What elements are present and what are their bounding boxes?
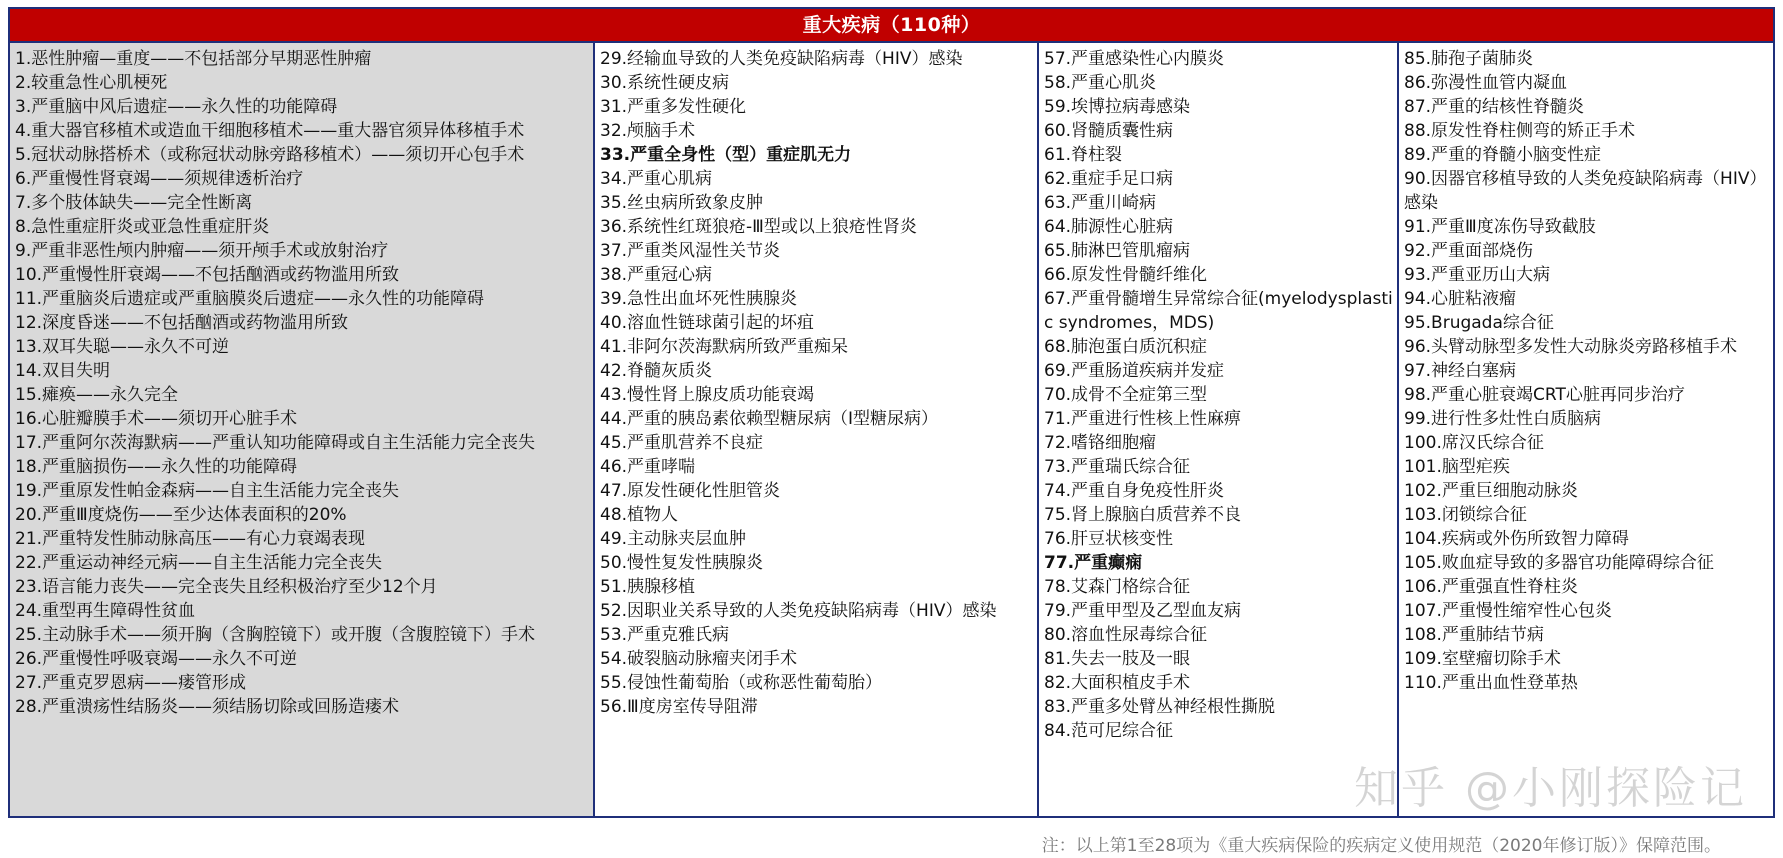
disease-item: 35.丝虫病所致象皮肿 bbox=[600, 193, 764, 213]
disease-item: 99.进行性多灶性白质脑病 bbox=[1404, 409, 1602, 429]
disease-item: 77.严重癫痫 bbox=[1044, 553, 1143, 573]
disease-item: 22.严重运动神经元病——自主生活能力完全丧失 bbox=[15, 553, 383, 573]
disease-item: 66.原发性骨髓纤维化 bbox=[1044, 265, 1208, 285]
disease-item: 34.严重心肌病 bbox=[600, 169, 713, 189]
disease-item: 31.严重多发性硬化 bbox=[600, 97, 747, 117]
disease-item: 3.严重脑中风后遗症——永久性的功能障碍 bbox=[15, 97, 338, 117]
disease-item: 11.严重脑炎后遗症或严重脑膜炎后遗症——永久性的功能障碍 bbox=[15, 289, 485, 309]
disease-item: 73.严重瑞氏综合征 bbox=[1044, 457, 1191, 477]
disease-item: 94.心脏粘液瘤 bbox=[1404, 289, 1517, 309]
disease-item: 109.室壁瘤切除手术 bbox=[1404, 649, 1561, 669]
disease-item: 51.胰腺移植 bbox=[600, 577, 696, 597]
disease-item: 83.严重多处臂丛神经根性撕脱 bbox=[1044, 697, 1276, 717]
disease-item: 21.严重特发性肺动脉高压——有心力衰竭表现 bbox=[15, 529, 366, 549]
disease-item: 1.恶性肿瘤—重度——不包括部分早期恶性肿瘤 bbox=[15, 49, 372, 69]
disease-item: 27.严重克罗恩病——瘘管形成 bbox=[15, 673, 247, 693]
disease-item: 39.急性出血坏死性胰腺炎 bbox=[600, 289, 798, 309]
disease-item: 23.语言能力丧失——完全丧失且经积极治疗至少12个月 bbox=[15, 577, 438, 597]
disease-item: 56.Ⅲ度房室传导阻滞 bbox=[600, 697, 758, 717]
disease-item: 67.严重骨髓增生异常综合征(myelodysplastic syndromes，MDS) bbox=[1044, 289, 1393, 333]
disease-item: 30.系统性硬皮病 bbox=[600, 73, 730, 93]
disease-item: 18.严重脑损伤——永久性的功能障碍 bbox=[15, 457, 298, 477]
disease-item: 2.较重急性心肌梗死 bbox=[15, 73, 168, 93]
disease-item: 70.成骨不全症第三型 bbox=[1044, 385, 1208, 405]
disease-item: 95.Brugada综合征 bbox=[1404, 313, 1554, 333]
disease-column-3 bbox=[1037, 43, 1397, 816]
disease-item: 19.严重原发性帕金森病——自主生活能力完全丧失 bbox=[15, 481, 400, 501]
disease-column-1 bbox=[10, 43, 593, 816]
disease-item: 80.溶血性尿毒综合征 bbox=[1044, 625, 1208, 645]
disease-item: 103.闭锁综合征 bbox=[1404, 505, 1527, 525]
disease-item: 63.严重川崎病 bbox=[1044, 193, 1157, 213]
table-body bbox=[10, 43, 1773, 816]
disease-item: 65.肺淋巴管肌瘤病 bbox=[1044, 241, 1191, 261]
disease-item: 87.严重的结核性脊髓炎 bbox=[1404, 97, 1585, 117]
disease-item: 20.严重Ⅲ度烧伤——至少达体表面积的20% bbox=[15, 505, 347, 525]
disease-item: 98.严重心脏衰竭CRT心脏再同步治疗 bbox=[1404, 385, 1685, 405]
disease-item: 5.冠状动脉搭桥术（或称冠状动脉旁路移植术）——须切开心包手术 bbox=[15, 145, 525, 165]
disease-item: 54.破裂脑动脉瘤夹闭手术 bbox=[600, 649, 798, 669]
disease-item: 42.脊髓灰质炎 bbox=[600, 361, 713, 381]
disease-item: 106.严重强直性脊柱炎 bbox=[1404, 577, 1578, 597]
disease-item: 26.严重慢性呼吸衰竭——永久不可逆 bbox=[15, 649, 298, 669]
disease-item: 104.疾病或外伤所致智力障碍 bbox=[1404, 529, 1629, 549]
disease-item: 4.重大器官移植术或造血干细胞移植术——重大器官须异体移植手术 bbox=[15, 121, 525, 141]
disease-item: 62.重症手足口病 bbox=[1044, 169, 1174, 189]
disease-item: 61.脊柱裂 bbox=[1044, 145, 1123, 165]
table-title: 重大疾病（110种） bbox=[10, 9, 1773, 43]
disease-item: 37.严重类风湿性关节炎 bbox=[600, 241, 781, 261]
disease-item: 41.非阿尔茨海默病所致严重痴呆 bbox=[600, 337, 849, 357]
disease-item: 48.植物人 bbox=[600, 505, 679, 525]
disease-item: 97.神经白塞病 bbox=[1404, 361, 1517, 381]
watermark: 知乎 @小刚探险记 bbox=[1354, 763, 1747, 814]
disease-item: 85.肺孢子菌肺炎 bbox=[1404, 49, 1534, 69]
disease-item: 60.肾髓质囊性病 bbox=[1044, 121, 1174, 141]
disease-item: 15.瘫痪——永久完全 bbox=[15, 385, 179, 405]
disease-item: 71.严重进行性核上性麻痹 bbox=[1044, 409, 1242, 429]
footnote: 注：以上第1至28项为《重大疾病保险的疾病定义使用规范（2020年修订版）》保障范围。 bbox=[1041, 836, 1721, 856]
disease-item: 102.严重巨细胞动脉炎 bbox=[1404, 481, 1578, 501]
disease-item: 100.席汉氏综合征 bbox=[1404, 433, 1544, 453]
disease-item: 57.严重感染性心内膜炎 bbox=[1044, 49, 1225, 69]
disease-item: 90.因器官移植导致的人类免疫缺陷病毒（HIV）感染 bbox=[1404, 169, 1767, 213]
disease-item: 24.重型再生障碍性贫血 bbox=[15, 601, 196, 621]
disease-item: 43.慢性肾上腺皮质功能衰竭 bbox=[600, 385, 815, 405]
disease-item: 16.心脏瓣膜手术——须切开心脏手术 bbox=[15, 409, 298, 429]
disease-item: 36.系统性红斑狼疮-Ⅲ型或以上狼疮性肾炎 bbox=[600, 217, 917, 237]
disease-item: 110.严重出血性登革热 bbox=[1404, 673, 1578, 693]
disease-item: 17.严重阿尔茨海默病——严重认知功能障碍或自主生活能力完全丧失 bbox=[15, 433, 536, 453]
disease-item: 88.原发性脊柱侧弯的矫正手术 bbox=[1404, 121, 1636, 141]
disease-item: 14.双目失明 bbox=[15, 361, 111, 381]
disease-item: 6.严重慢性肾衰竭——须规律透析治疗 bbox=[15, 169, 304, 189]
disease-item: 84.范可尼综合征 bbox=[1044, 721, 1174, 741]
disease-item: 89.严重的脊髓小脑变性症 bbox=[1404, 145, 1602, 165]
disease-column-2 bbox=[593, 43, 1037, 816]
disease-item: 33.严重全身性（型）重症肌无力 bbox=[600, 145, 852, 165]
disease-item: 25.主动脉手术——须开胸（含胸腔镜下）或开腹（含腹腔镜下）手术 bbox=[15, 625, 536, 645]
disease-item: 49.主动脉夹层血肿 bbox=[600, 529, 747, 549]
disease-item: 68.肺泡蛋白质沉积症 bbox=[1044, 337, 1208, 357]
disease-item: 101.脑型疟疾 bbox=[1404, 457, 1510, 477]
disease-item: 82.大面积植皮手术 bbox=[1044, 673, 1191, 693]
disease-item: 107.严重慢性缩窄性心包炎 bbox=[1404, 601, 1612, 621]
disease-item: 50.慢性复发性胰腺炎 bbox=[600, 553, 764, 573]
disease-table bbox=[8, 7, 1775, 818]
disease-item: 74.严重自身免疫性肝炎 bbox=[1044, 481, 1225, 501]
disease-item: 72.嗜铬细胞瘤 bbox=[1044, 433, 1157, 453]
disease-item: 92.严重面部烧伤 bbox=[1404, 241, 1534, 261]
disease-item: 108.严重肺结节病 bbox=[1404, 625, 1544, 645]
disease-item: 55.侵蚀性葡萄胎（或称恶性葡萄胎） bbox=[600, 673, 883, 693]
disease-item: 75.肾上腺脑白质营养不良 bbox=[1044, 505, 1242, 525]
disease-item: 32.颅脑手术 bbox=[600, 121, 696, 141]
disease-item: 9.严重非恶性颅内肿瘤——须开颅手术或放射治疗 bbox=[15, 241, 389, 261]
disease-item: 86.弥漫性血管内凝血 bbox=[1404, 73, 1568, 93]
disease-item: 105.败血症导致的多器官功能障碍综合征 bbox=[1404, 553, 1714, 573]
disease-item: 10.严重慢性肝衰竭——不包括酗酒或药物滥用所致 bbox=[15, 265, 400, 285]
disease-item: 64.肺源性心脏病 bbox=[1044, 217, 1174, 237]
disease-item: 7.多个肢体缺失——完全性断离 bbox=[15, 193, 253, 213]
disease-item: 29.经输血导致的人类免疫缺陷病毒（HIV）感染 bbox=[600, 49, 963, 69]
disease-item: 12.深度昏迷——不包括酗酒或药物滥用所致 bbox=[15, 313, 349, 333]
disease-item: 40.溶血性链球菌引起的坏疽 bbox=[600, 313, 815, 333]
disease-item: 58.严重心肌炎 bbox=[1044, 73, 1157, 93]
disease-item: 45.严重肌营养不良症 bbox=[600, 433, 764, 453]
disease-item: 13.双耳失聪——永久不可逆 bbox=[15, 337, 230, 357]
disease-item: 91.严重Ⅲ度冻伤导致截肢 bbox=[1404, 217, 1596, 237]
disease-item: 8.急性重症肝炎或亚急性重症肝炎 bbox=[15, 217, 270, 237]
disease-item: 93.严重亚历山大病 bbox=[1404, 265, 1551, 285]
disease-item: 81.失去一肢及一眼 bbox=[1044, 649, 1191, 669]
disease-item: 96.头臂动脉型多发性大动脉炎旁路移植手术 bbox=[1404, 337, 1738, 357]
disease-item: 47.原发性硬化性胆管炎 bbox=[600, 481, 781, 501]
disease-item: 53.严重克雅氏病 bbox=[600, 625, 730, 645]
disease-item: 79.严重甲型及乙型血友病 bbox=[1044, 601, 1242, 621]
disease-column-4 bbox=[1397, 43, 1773, 816]
disease-item: 46.严重哮喘 bbox=[600, 457, 696, 477]
disease-item: 28.严重溃疡性结肠炎——须结肠切除或回肠造瘘术 bbox=[15, 697, 400, 717]
disease-item: 76.肝豆状核变性 bbox=[1044, 529, 1174, 549]
disease-item: 44.严重的胰岛素依赖型糖尿病（Ⅰ型糖尿病） bbox=[600, 409, 939, 429]
disease-item: 59.埃博拉病毒感染 bbox=[1044, 97, 1191, 117]
disease-item: 52.因职业关系导致的人类免疫缺陷病毒（HIV）感染 bbox=[600, 601, 997, 621]
disease-item: 38.严重冠心病 bbox=[600, 265, 713, 285]
disease-item: 78.艾森门格综合征 bbox=[1044, 577, 1191, 597]
disease-item: 69.严重肠道疾病并发症 bbox=[1044, 361, 1225, 381]
